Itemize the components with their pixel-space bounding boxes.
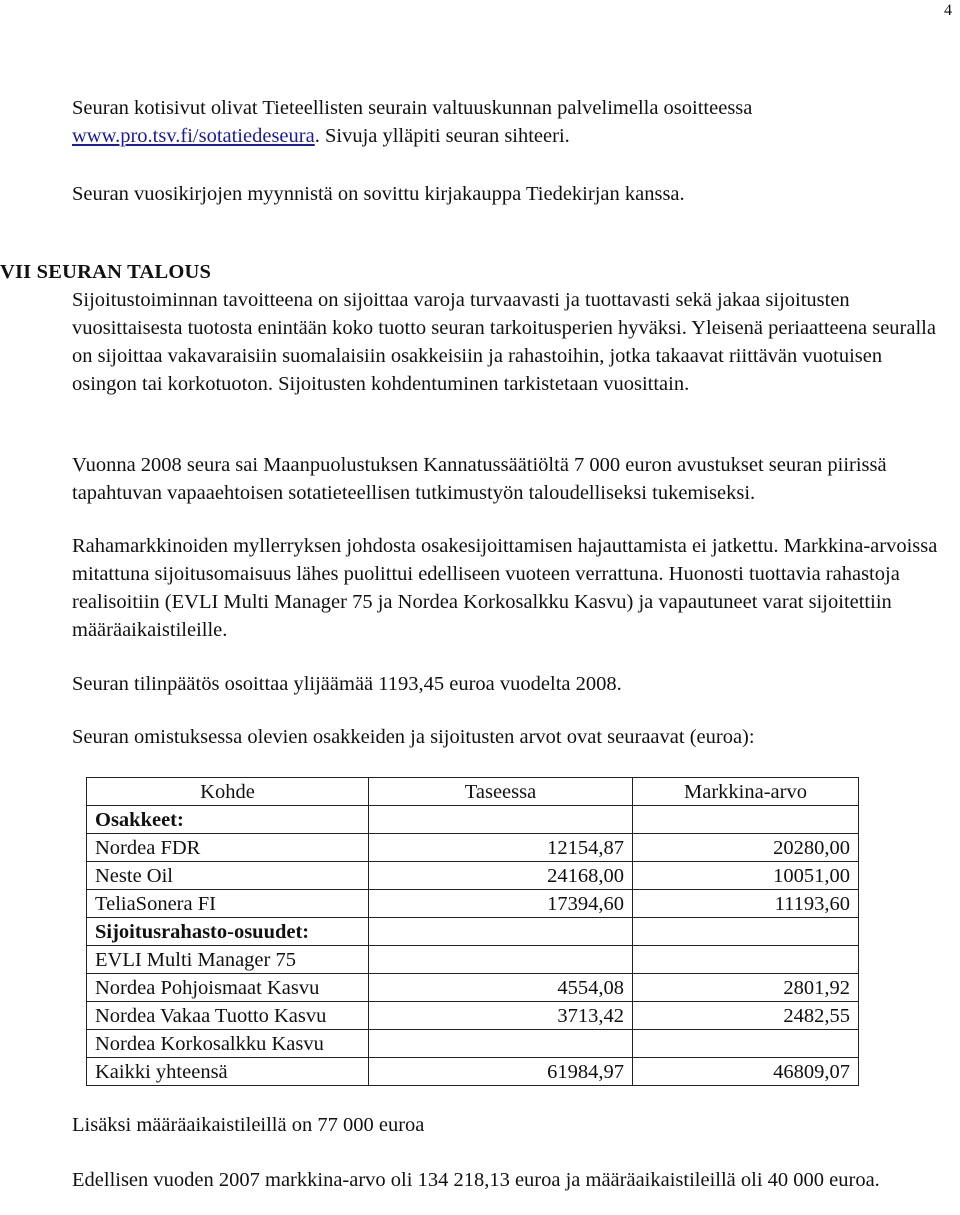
- intro-line-continuation: . Sivuja ylläpiti seuran sihteeri.: [314, 125, 570, 147]
- row-book-value: 17394,60: [369, 890, 633, 918]
- row-name: Nordea Pohjoismaat Kasvu: [87, 974, 369, 1002]
- row-name: Nordea Korkosalkku Kasvu: [87, 1030, 369, 1058]
- header-taseessa: Taseessa: [369, 778, 633, 806]
- table-row: [87, 1002, 859, 1030]
- section-heading: VII SEURAN TALOUS: [0, 261, 212, 283]
- row-book-value: 24168,00: [369, 862, 633, 890]
- row-market-value: 10051,00: [633, 862, 859, 890]
- table-row: [87, 1030, 859, 1058]
- header-markkina-arvo: Markkina-arvo: [633, 778, 859, 806]
- row-name: Neste Oil: [87, 862, 369, 890]
- section-heading-wrapper: [0, 258, 940, 286]
- deposits-text: Lisäksi määräaikaistileillä on 77 000 euroa: [72, 1114, 425, 1136]
- intro-homepage-paragraph: [72, 94, 932, 150]
- total-book-value: 61984,97: [369, 1058, 633, 1086]
- table-cell: [369, 806, 633, 834]
- table-cell: [633, 806, 859, 834]
- row-market-value: [633, 946, 859, 974]
- intro-line: Seuran kotisivut olivat Tieteellisten seurain valtuuskunnan palvelimella osoitteessa: [72, 97, 753, 119]
- yearbook-sales-paragraph: [72, 180, 932, 208]
- table-cell: [369, 918, 633, 946]
- page-number: 4: [944, 2, 952, 19]
- holdings-table: [86, 777, 859, 1086]
- market-turmoil-paragraph: [72, 532, 942, 644]
- investment-policy-paragraph: [72, 286, 947, 398]
- table-row: [87, 974, 859, 1002]
- row-market-value: 2482,55: [633, 1002, 859, 1030]
- holdings-intro-text: Seuran omistuksessa olevien osakkeiden ja sijoitusten arvot ovat seuraavat (euroa):: [72, 726, 755, 748]
- table-row: [87, 890, 859, 918]
- row-market-value: [633, 1030, 859, 1058]
- table-group-row: [87, 806, 859, 834]
- table-row: [87, 862, 859, 890]
- table-cell: [633, 918, 859, 946]
- row-name: TeliaSonera FI: [87, 890, 369, 918]
- yearbook-sales-text: Seuran vuosikirjojen myynnistä on sovittu kirjakauppa Tiedekirjan kanssa.: [72, 183, 685, 205]
- row-book-value: 4554,08: [369, 974, 633, 1002]
- table-row: [87, 946, 859, 974]
- previous-year-text: Edellisen vuoden 2007 markkina-arvo oli 134 218,13 euroa ja määräaikaistileillä oli 40 000 euroa.: [72, 1169, 880, 1191]
- society-website-link[interactable]: www.pro.tsv.fi/sotatiedeseura: [72, 125, 315, 147]
- group-label-stocks: Osakkeet:: [87, 806, 369, 834]
- previous-year-paragraph: [72, 1166, 932, 1194]
- table-total-row: [87, 1058, 859, 1086]
- row-name: Nordea Vakaa Tuotto Kasvu: [87, 1002, 369, 1030]
- row-market-value: 11193,60: [633, 890, 859, 918]
- surplus-paragraph: [72, 670, 932, 698]
- investment-policy-text: Sijoitustoiminnan tavoitteena on sijoittaa varoja turvaavasti ja tuottavasti sekä jakaa sijoitusten vuosittaisesta tuotosta enintään koko tuotto seuran tarkoitusperien hyväksi. Yleisenä periaatteena seuralla on sijoittaa vakavaraisiin suomalaisiin osakkeisiin ja rahastoihin, jotka takaavat riittävän vuotuisen osingon tai korkotuoton. Sijoitusten kohdentuminen tarkistetaan vuosittain.: [72, 289, 936, 395]
- row-book-value: 3713,42: [369, 1002, 633, 1030]
- market-turmoil-text: Rahamarkkinoiden myllerryksen johdosta osakesijoittamisen hajauttamista ei jatkettu. Markkina-arvoissa mitattuna sijoitusomaisuus lähes puolittui edelliseen vuoteen verrattuna. Huonosti tuottavia rahastoja realisoitiin (EVLI Multi Manager 75 ja Nordea Korkosalkku Kasvu) ja vapautuneet varat sijoitettiin määräaikaistileille.: [72, 535, 938, 641]
- row-market-value: 20280,00: [633, 834, 859, 862]
- row-book-value: [369, 946, 633, 974]
- row-name: EVLI Multi Manager 75: [87, 946, 369, 974]
- total-label: Kaikki yhteensä: [87, 1058, 369, 1086]
- grant-text: Vuonna 2008 seura sai Maanpuolustuksen Kannatussäätiöltä 7 000 euron avustukset seuran piirissä tapahtuvan vapaaehtoisen sotatieteellisen tutkimustyön taloudelliseksi tukemiseksi.: [72, 454, 887, 504]
- table-row: [87, 834, 859, 862]
- row-name: Nordea FDR: [87, 834, 369, 862]
- table-header-row: [87, 778, 859, 806]
- row-book-value: [369, 1030, 633, 1058]
- header-kohde: Kohde: [87, 778, 369, 806]
- total-market-value: 46809,07: [633, 1058, 859, 1086]
- table-group-row: [87, 918, 859, 946]
- deposits-paragraph: [72, 1111, 932, 1139]
- row-market-value: 2801,92: [633, 974, 859, 1002]
- surplus-text: Seuran tilinpäätös osoittaa ylijäämää 1193,45 euroa vuodelta 2008.: [72, 673, 622, 695]
- holdings-intro-paragraph: [72, 723, 932, 751]
- group-label-funds: Sijoitusrahasto-osuudet:: [87, 918, 369, 946]
- row-book-value: 12154,87: [369, 834, 633, 862]
- grant-paragraph: [72, 451, 942, 507]
